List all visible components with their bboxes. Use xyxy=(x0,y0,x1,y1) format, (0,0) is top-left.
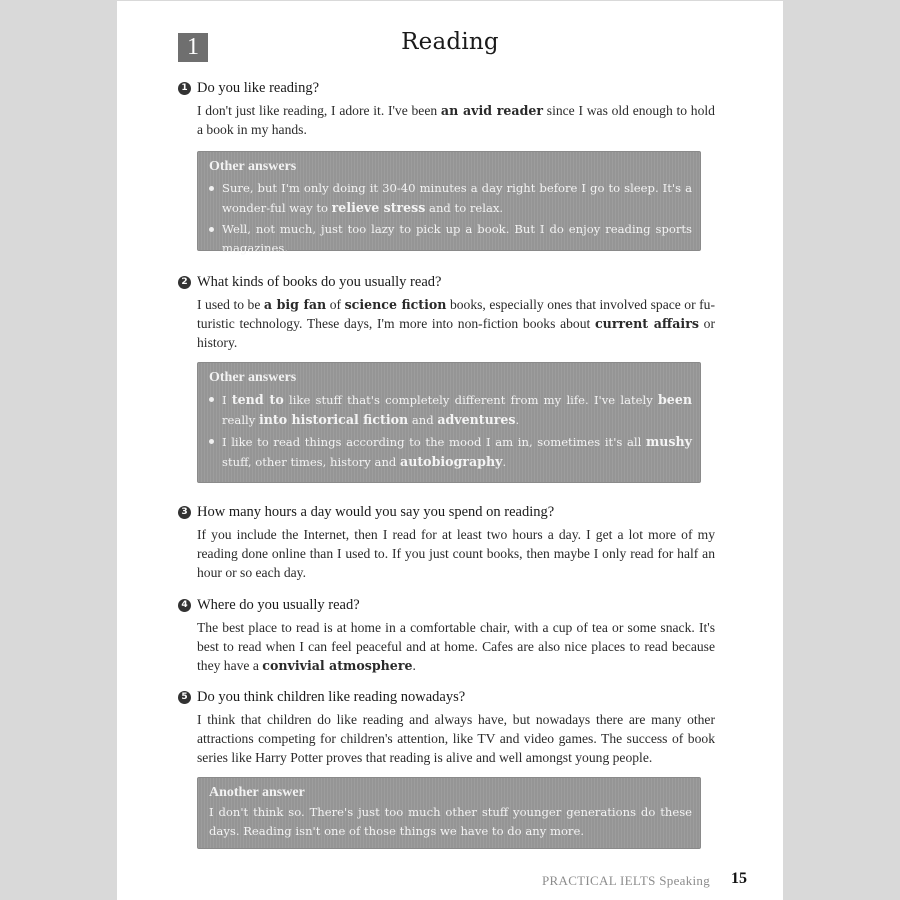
text-run: and xyxy=(408,413,438,427)
key-expression: relieve stress xyxy=(331,200,426,215)
question-number-icon: 2 xyxy=(178,276,191,289)
text-run: The best place to read is at home in a comfortable chair, with a cup of tea or some snack. It's best to read when I can feel peaceful and at home. Cafes are also nice places to read because they have a xyxy=(197,620,715,673)
question-heading xyxy=(178,272,715,292)
question-block-3 xyxy=(178,502,715,582)
another-answer-text: I don't think so. There's just too much other stuff younger generations do these days. Reading isn't one of those things we have to do any more. xyxy=(209,805,692,838)
key-expression: mushy xyxy=(645,434,692,449)
question-heading xyxy=(178,502,715,522)
question-number-icon: 1 xyxy=(178,82,191,95)
question-text: Where do you usually read? xyxy=(197,597,360,613)
other-answer-item xyxy=(209,390,692,430)
other-answer-item xyxy=(209,220,692,258)
text-run: I xyxy=(222,393,232,407)
book-page xyxy=(117,1,783,900)
question-block-5 xyxy=(178,687,715,767)
question-number-icon: 4 xyxy=(178,599,191,612)
answer-text xyxy=(197,525,715,582)
key-expression: science fiction xyxy=(344,297,447,312)
text-run: like stuff that's completely different from my life. I've lately xyxy=(283,393,658,407)
text-run: I don't just like reading, I adore it. I've been xyxy=(197,103,441,118)
key-expression: into historical fiction xyxy=(258,412,409,427)
answer-text xyxy=(197,710,715,767)
text-run: I like to read things according to the mood I am in, sometimes it's all xyxy=(222,435,646,449)
text-run: . xyxy=(502,455,507,469)
question-heading xyxy=(178,687,715,707)
text-run: If you include the Internet, then I read for at least two hours a day. I get a lot more of my reading done online than I used to. If you just count books, then maybe I only read for half an hour or so each day. xyxy=(197,527,715,580)
text-run: stuff, other times, history and xyxy=(222,455,401,469)
answer-text xyxy=(197,295,715,352)
key-expression: tend to xyxy=(231,392,284,407)
text-run: Well, not much, just too lazy to pick up a book. But I do enjoy reading sports magazines. xyxy=(222,222,692,255)
key-expression: convivial atmosphere xyxy=(262,658,413,673)
question-block-2 xyxy=(178,272,715,352)
other-answer-item xyxy=(209,179,692,218)
footer-book-title: PRACTICAL IELTS Speaking xyxy=(542,873,711,888)
other-answers-box xyxy=(197,151,701,255)
box-title: Other answers xyxy=(209,159,297,174)
box-title: Another answer xyxy=(209,785,305,800)
question-block-1 xyxy=(178,78,715,139)
answer-text xyxy=(197,618,715,675)
question-text: How many hours a day would you say you spend on reading? xyxy=(197,504,555,520)
key-expression: been xyxy=(658,392,692,407)
other-answers-list xyxy=(209,390,692,472)
other-answers-box xyxy=(197,362,701,483)
other-answer-item xyxy=(209,432,692,472)
question-text: Do you think children like reading nowadays? xyxy=(197,689,466,705)
other-answers-list xyxy=(209,179,692,258)
text-run: since I was old enough to hold a book in my hands. xyxy=(197,103,715,137)
key-expression: current affairs xyxy=(595,316,699,331)
text-run: and to relax. xyxy=(425,201,504,215)
text-run: I think that children do like reading and always have, but nowadays there are many other attractions competing for children's attention, like TV and video games. The success of book series like Harry Potter proves that reading is alive and well amongst young people. xyxy=(197,712,715,765)
text-run: of xyxy=(326,297,345,312)
text-run: really xyxy=(222,413,259,427)
answer-text xyxy=(197,101,715,139)
question-heading xyxy=(178,78,715,98)
text-run: or history. xyxy=(197,316,715,350)
chapter-number-badge: 1 xyxy=(178,33,208,62)
page-number: 15 xyxy=(731,870,747,887)
question-number-icon: 3 xyxy=(178,506,191,519)
another-answer-box xyxy=(197,777,701,849)
text-run: . xyxy=(515,413,520,427)
key-expression: autobiography xyxy=(400,454,503,469)
key-expression: adventures xyxy=(437,412,516,427)
page-title: Reading xyxy=(401,29,499,55)
question-text: What kinds of books do you usually read? xyxy=(197,274,442,290)
question-number-icon: 5 xyxy=(178,691,191,704)
box-title: Other answers xyxy=(209,370,297,385)
question-block-4 xyxy=(178,595,715,675)
key-expression: an avid reader xyxy=(440,103,544,118)
text-run: books, especially ones that involved space or fu-turistic technology. These days, I'm more into non-fiction books about xyxy=(197,297,715,331)
question-heading xyxy=(178,595,715,615)
text-run: Sure, but I'm only doing it 30-40 minutes a day right before I go to sleep. It's a wonder-ful way to xyxy=(222,181,692,215)
question-text: Do you like reading? xyxy=(197,80,320,96)
key-expression: a big fan xyxy=(263,297,327,312)
text-run: . xyxy=(412,658,416,673)
text-run: I used to be xyxy=(197,297,264,312)
